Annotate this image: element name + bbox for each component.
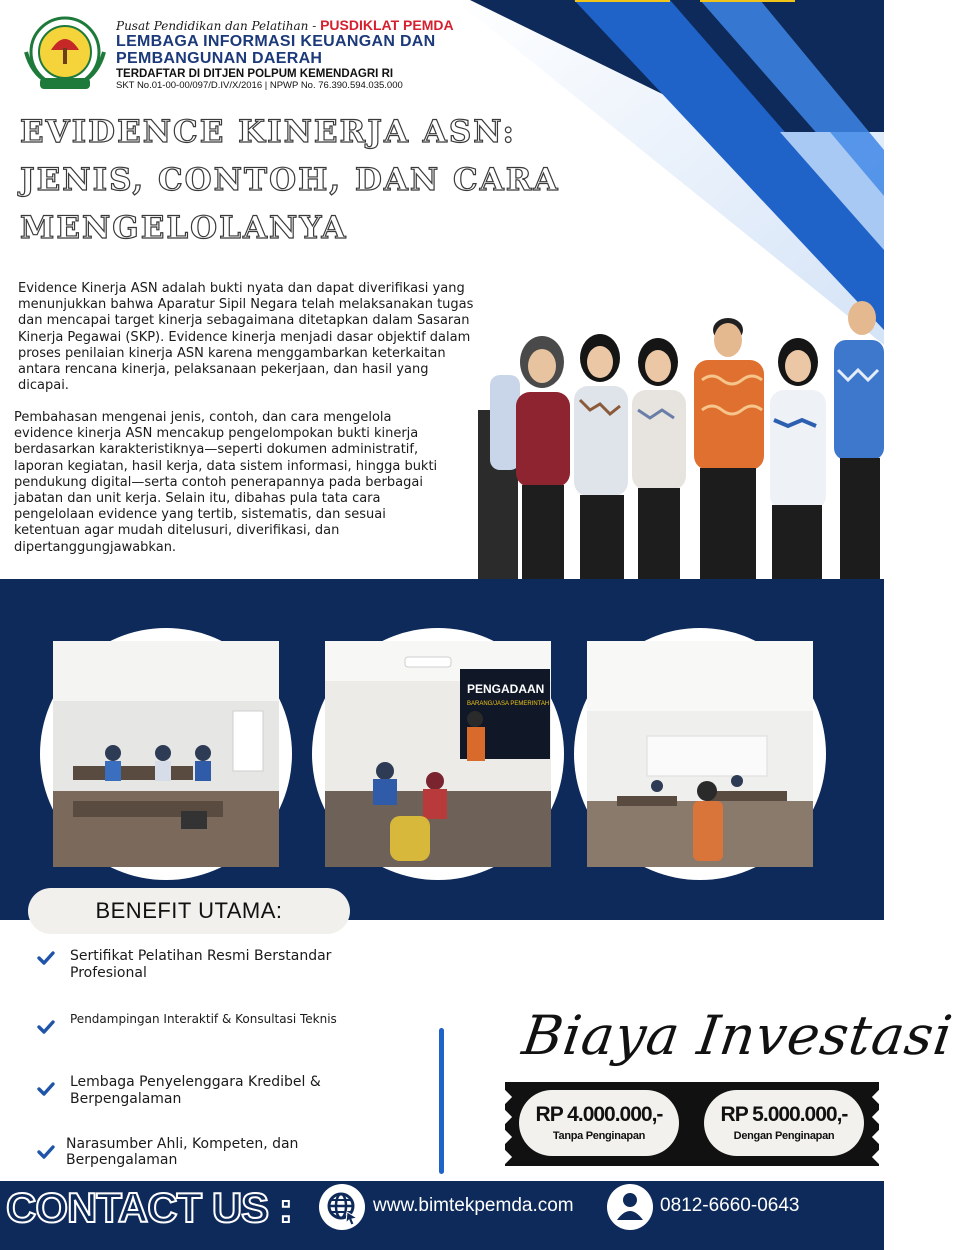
price-amount: RP 4.000.000,- <box>535 1103 663 1126</box>
training-photo-1 <box>40 628 292 880</box>
benefit-text: Sertifikat Pelatihan Resmi Berstandar Profesional <box>70 948 332 981</box>
price-amount: RP 5.000.000,- <box>720 1103 848 1126</box>
pricing-heading: Biaya Investasi <box>518 1004 957 1067</box>
section-divider <box>439 1028 444 1174</box>
org-name-line-2: PEMBANGUNAN DAERAH <box>116 50 323 67</box>
training-photo-2 <box>312 628 564 880</box>
benefit-text: Narasumber Ahli, Kompeten, dan Berpengalaman <box>66 1136 299 1168</box>
brand-name: PUSDIKLAT PEMDA <box>320 17 454 33</box>
intro-paragraph-1: Evidence Kinerja ASN adalah bukti nyata dan dapat diverifikasi yang menunjukkan bahwa Aparatur Sipil Negara telah melaksanakan tugas dan mencapai target kinerja sebagaimana ditetapkan dalam Sasaran Kinerja Pegawai (SKP). Evidence kinerja menjadi dasar objektif dalam proses penilaian kinerja ASN karena menggambarkan keterkaitan antara rencana kinerja, pelaksanaan pekerjaan, dan hasil yang dicapai. <box>18 281 474 394</box>
benefit-item <box>36 1012 370 1037</box>
intro-paragraph-2: Pembahasan mengenai jenis, contoh, dan cara mengelola evidence kinerja ASN mencakup pengelompokan bukti kinerja berdasarkan karakteristiknya—seperti dokumen administratif, laporan kegiatan, hasil kerja, data sistem informasi, hingga bukti pendukung digital—serta contoh penerapannya pada berbagai jabatan dan unit kerja. Selain itu, dibahas pula tata cara pengelolaan evidence yang tertib, sistematis, dan sesuai ketentuan agar mudah ditelusuri, diverifikasi, dan dipertanggungjawabkan. <box>14 410 438 555</box>
phone-link[interactable]: 0812-6660-0643 <box>660 1195 800 1216</box>
benefit-item <box>36 948 370 982</box>
benefit-text: Lembaga Penyelenggara Kredibel & Berpengalaman <box>70 1074 321 1107</box>
user-icon <box>607 1184 653 1230</box>
registration-text: TERDAFTAR DI DITJEN POLPUM KEMENDAGRI RI <box>116 68 394 80</box>
check-icon <box>36 948 56 968</box>
slide-subtitle: BARANG/JASA PEMERINTAH <box>467 701 550 707</box>
check-icon <box>36 1017 56 1037</box>
check-icon <box>36 1142 56 1162</box>
benefit-item <box>36 1136 346 1168</box>
title-line-2: JENIS, CONTOH, DAN CARA <box>20 162 560 198</box>
check-icon <box>36 1079 56 1099</box>
website-link[interactable]: www.bimtekpemda.com <box>373 1195 574 1216</box>
page-title <box>20 108 560 252</box>
organization-info <box>116 17 476 91</box>
price-label: Dengan Penginapan <box>733 1130 835 1142</box>
benefit-item <box>36 1074 370 1108</box>
benefit-heading: BENEFIT UTAMA: <box>28 888 350 934</box>
price-option-with-lodging <box>704 1090 864 1156</box>
linkeu-pemda-logo <box>18 14 112 92</box>
tagline: Pusat Pendidikan dan Pelatihan - PUSDIKLAT PEMDA <box>116 17 454 33</box>
title-line-3: MENGELOLANYA <box>20 210 348 246</box>
benefit-text: Pendampingan Interaktif & Konsultasi Teknis <box>70 1012 337 1026</box>
globe-icon <box>319 1184 365 1230</box>
hero-group-photo <box>470 300 884 580</box>
skt-npwp-text: SKT No.01-00-00/097/D.IV/X/2016 | NPWP No. 76.390.594.035.000 <box>116 80 403 91</box>
price-option-no-lodging <box>519 1090 679 1156</box>
title-line-1: EVIDENCE KINERJA ASN: <box>20 114 516 150</box>
contact-heading: CONTACT US : <box>6 1184 292 1231</box>
price-label: Tanpa Penginapan <box>552 1130 646 1142</box>
slide-title: PENGADAAN <box>467 682 545 696</box>
training-photo-3 <box>574 628 826 880</box>
org-name-line-1: LEMBAGA INFORMASI KEUANGAN DAN <box>116 33 436 50</box>
